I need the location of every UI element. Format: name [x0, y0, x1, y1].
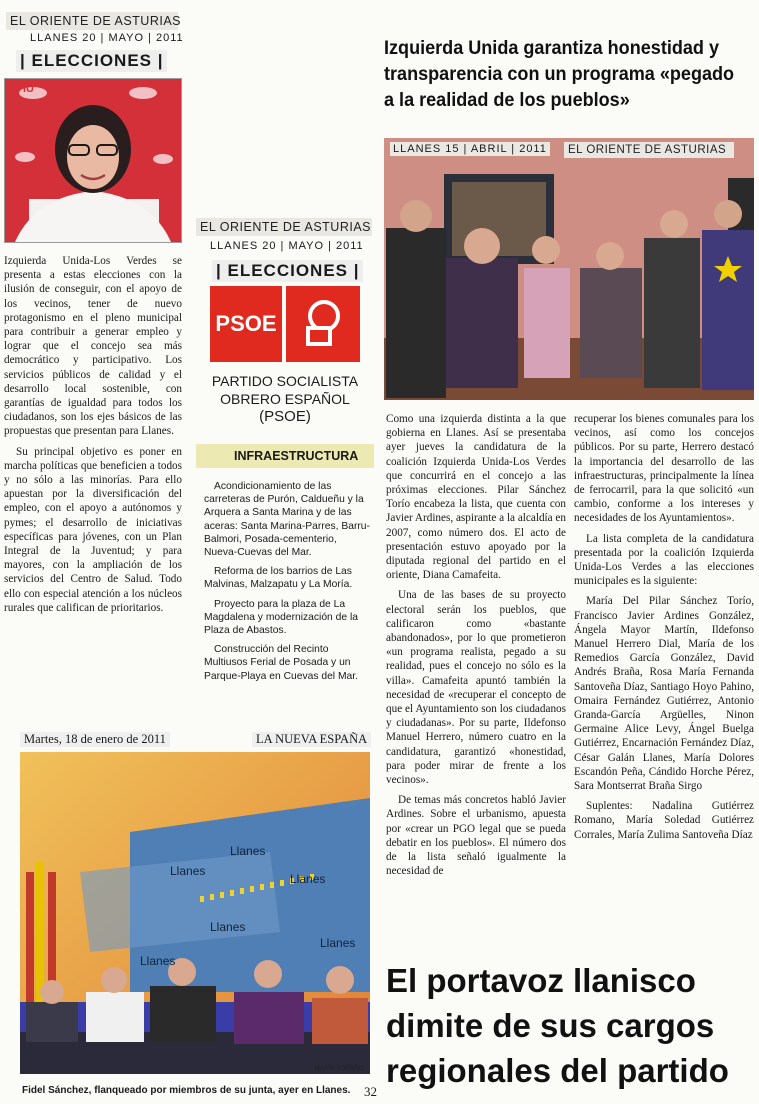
- clip-portavoz: [386, 958, 746, 1098]
- photo-caption: Fidel Sánchez, flanqueado por miembros de su junta, ayer en Llanes.: [22, 1085, 351, 1096]
- group-photo-drawing: [384, 138, 754, 400]
- article-col-2: [574, 412, 754, 848]
- article-headline: Izquierda Unida garantiza honestidad y transparencia con un programa «pegado a la realidad de los pueblos»: [384, 38, 735, 111]
- clip-psoe-elecciones: [196, 214, 374, 714]
- section-label: | ELECCIONES |: [16, 50, 167, 72]
- infra-item: Construcción del Recinto Multiusos Ferial de Posada y un Parque-Playa en Cuevas del Mar.: [204, 644, 358, 682]
- dateline: LLANES 20 | MAYO | 2011: [210, 240, 364, 252]
- psoe-rose-icon: [286, 286, 360, 362]
- clip-nueva-espana: [14, 728, 376, 1104]
- group-photo: [384, 138, 754, 400]
- paragraph: Como una izquierda distinta a la que gobierna en Llanes. Así se presentaba ayer jueves la candidatura de la coalición Izquierda Unida-Los Verdes que concurrirá en el concejo a las próximas elecciones. Pilar Sánchez Torío encabeza la lista, que cuenta con Javier Ardines, aspirante a la alcaldía en 2007, como número dos. El acto de presentación estuvo apoyado por la diputada regional del partido en el oriente, Diana Camafeita.: [386, 413, 566, 582]
- candidate-photo: [4, 78, 182, 243]
- clip-iu-article: [380, 34, 756, 944]
- portavoz-headline: El portavoz llanisco dimite de sus cargos regionales del partido: [386, 962, 729, 1089]
- section-label: | ELECCIONES |: [212, 260, 363, 282]
- clip-iu-elecciones: [0, 10, 188, 708]
- infra-item: Proyecto para la plaza de La Magdalena y modernización de la Plaza de Abastos.: [204, 598, 358, 637]
- masthead: LA NUEVA ESPAÑA: [252, 732, 371, 747]
- page-number: 32: [364, 1084, 377, 1099]
- backdrop-word: Llanes: [210, 920, 246, 934]
- masthead: EL ORIENTE DE ASTURIAS: [564, 142, 734, 158]
- press-photo: [20, 752, 370, 1074]
- masthead: EL ORIENTE DE ASTURIAS: [196, 218, 372, 236]
- photo-credit: MARÍA TORAÑO: [314, 1065, 364, 1072]
- psoe-logo-text-box: [210, 286, 282, 362]
- party-name-line: (PSOE): [259, 408, 311, 425]
- party-name-line: OBRERO ESPAÑOL: [220, 391, 350, 407]
- paragraph: Suplentes: Nadalina Gutiérrez Romano, María Soledad Gutiérrez Corrales, María Zulima Santoveña Díaz: [574, 800, 754, 841]
- paragraph: recuperar los bienes comunales para los vecinos, así como los concejos públicos. Por su parte, Herrero destacó la importancia del desarrollo de las infraestructuras, principalmente la línea de ferrocarril, para la que solicitó «un cambio, conforme a los intereses y necesidades de los Ayuntamientos».: [574, 413, 754, 525]
- infra-list: [204, 480, 372, 689]
- psoe-logo: [210, 286, 360, 362]
- dateline: LLANES 20 | MAYO | 2011: [30, 32, 184, 44]
- paragraph: Izquierda Unida-Los Verdes se presenta a estas elecciones con la ilusión de conseguir, con el apoyo de los vecinos, tener de nuevo protagonismo en el pleno municipal para contribuir a generar empleo y lograr que el concejo sea más democrático y participativo. Los servicios públicos de calidad y el desarrollo local sostenible, con garantías de igualdad para todos los ciudadanos, son los ejes básicos de las propuestas que presentan para Llanes.: [4, 255, 182, 438]
- dateline: LLANES 15 | ABRIL | 2011: [390, 142, 550, 156]
- dateline: Martes, 18 de enero de 2011: [20, 732, 170, 747]
- paragraph: Una de las bases de su proyecto electoral serán los pueblos, que calificaron como «bastante abandonados», por lo que prometieron «un programa realista, pegado a su realidad, pues el concejo no sólo es la villa». Camafeita apuntó también la necesidad de «recuperar el concepto de que el Ayuntamiento son los ciudadanos y ciudadanas». Por su parte, Ildefonso Manuel Herrero, número cuatro en la candidatura, garantizó «honestidad, para poder mirar de frente a los vecinos».: [386, 589, 566, 787]
- paragraph: Su principal objetivo es poner en marcha políticas que beneficien a todos y no sólo a las minorías. Para ello apuestan por la diversificación del empleo, con el apoyo a autónomos y pymes; el desarrollo de iniciativas específicas para jóvenes, con un Plan Integral de la Juventud; y para mayores, con la ampliación de los servicios del Centro de Salud. Todo ello con especial atención a los núcleos rurales que califican de prioritarios.: [4, 445, 182, 614]
- backdrop-word: Llanes: [140, 954, 176, 968]
- press-photo-drawing: [20, 752, 370, 1074]
- paragraph: De temas más concretos habló Javier Ardines. Sobre el urbanismo, apuesta por «crear un PGO legal que se pueda debatir en los pueblos». El número dos de la lista señaló igualmente la necesidad de: [386, 794, 566, 878]
- backdrop-word: Llanes: [290, 872, 326, 886]
- infra-item: Reforma de los barrios de Las Malvinas, Malzapatu y La Moría.: [204, 566, 353, 591]
- party-name-line: PARTIDO SOCIALISTA: [211, 373, 359, 389]
- article-body: [4, 254, 182, 621]
- party-name: [196, 372, 374, 426]
- backdrop-word: Llanes: [230, 844, 266, 858]
- paragraph: María Del Pilar Sánchez Torío, Francisco Javier Ardines González, Ángela Mayor Martín, Ildefonso Manuel Herrero Dial, María de los Remedios García González, David Andrés Braña, Rosa María Fernanda Santoveña Díaz, Santiago Hoyo Pahino, Omaira Fernández Gutiérrez, Antonio Granda-García Argüelles, Ninon Germaine Alice Levy, Ángel Buelga Gutiérrez, Encarnación Fernández Díaz, César Galán Llanes, María Dolores Escandón Peña, Cándido Horche Pérez, Sara Montserrat Braña Sirgo: [574, 595, 754, 793]
- psoe-logo-text: PSOE: [215, 311, 277, 336]
- backdrop-word: Llanes: [320, 936, 356, 950]
- backdrop-word: Llanes: [170, 864, 206, 878]
- iu-logo-text: IU: [23, 83, 34, 95]
- paragraph: La lista completa de la candidatura presentada por la coalición Izquierda Unida-Los Verdes a las elecciones municipales es la siguiente:: [574, 532, 754, 588]
- article-col-1: [386, 412, 566, 885]
- infra-item: Acondicionamiento de las carreteras de Purón, Caldueñu y la Arquera a Santa Marina y de las aceras: Santa Marina-Parres, Barru-Balmori, Posada-cementerio, Nueva-Cuevas del Mar.: [204, 481, 370, 559]
- masthead: EL ORIENTE DE ASTURIAS: [6, 12, 178, 30]
- candidate-photo-drawing: [5, 79, 181, 242]
- infra-title: INFRAESTRUCTURA: [196, 444, 374, 468]
